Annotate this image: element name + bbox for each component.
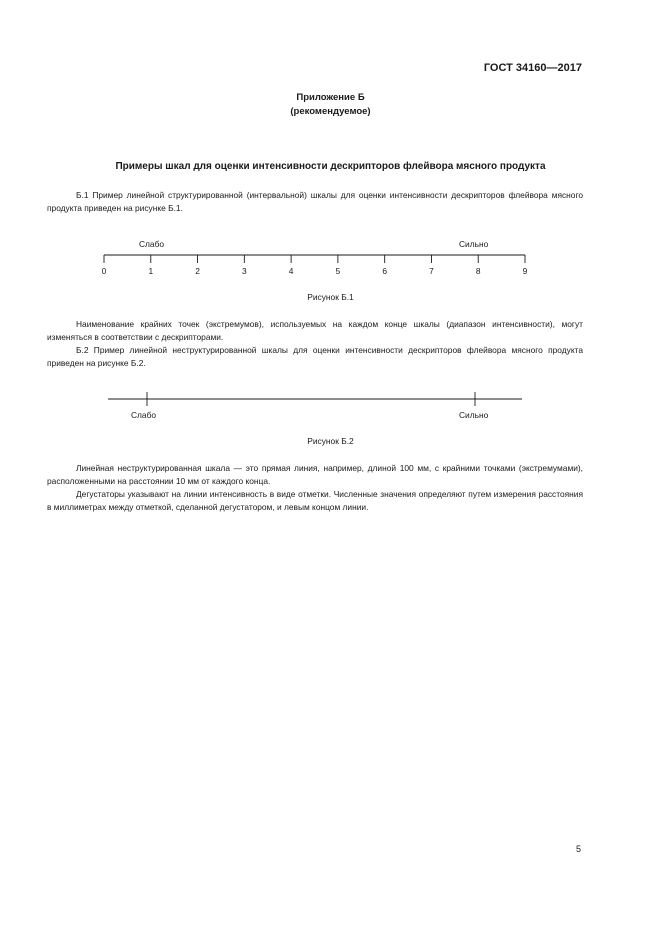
scale-tick-label: 5 <box>335 266 341 276</box>
figure-b1-scale <box>0 232 661 282</box>
appendix-status: (рекомендуемое) <box>290 106 371 117</box>
scale-tick-label: 2 <box>195 266 200 276</box>
scale-label-low: Слабо <box>139 239 165 249</box>
scale-tick-label: 7 <box>429 266 434 276</box>
paragraph-b2: Б.2 Пример линейной неструктурированной шкалы для оценки интенсивности дескрипторов флейвора мясного продукта приведен на рисунке Б.2. <box>47 345 583 368</box>
figure-b2-caption: Рисунок Б.2 <box>307 436 354 446</box>
paragraph-b1-text: Б.1 Пример линейной структурированной (интервальной) шкалы для оценки интенсивности дескрипторов флейвора мясного продукта приведен на рисунке Б.1. <box>47 190 583 213</box>
scale-label-low: Слабо <box>131 410 157 420</box>
figure-b1-caption: Рисунок Б.1 <box>307 292 354 302</box>
paragraph-tasters: Дегустаторы указывают на линии интенсивность в виде отметки. Численные значения определяют путем измерения расстояния в миллиметрах между отметкой, сделанной дегустатором, и левым концом линии. <box>47 489 583 512</box>
paragraph-endpoints: Наименование крайних точек (экстремумов), используемых на каждом конце шкалы (диапазон интенсивности), могут изменяться в соответствии с дескрипторами. <box>47 319 583 342</box>
figure-b2-scale <box>0 388 661 424</box>
appendix-title: Приложение Б <box>296 92 365 103</box>
scale-tick-label: 4 <box>288 266 294 276</box>
scale-label-high: Сильно <box>459 239 489 249</box>
scale-tick-label: 9 <box>522 266 528 276</box>
scale-tick-label: 0 <box>101 266 107 276</box>
paragraph-group-3 <box>47 462 583 514</box>
scale-tick-label: 3 <box>241 266 247 276</box>
scale-tick-label: 8 <box>475 266 481 276</box>
paragraph-linear-scale: Линейная неструктурированная шкала — это прямая линия, например, длиной 100 мм, с крайними точками (экстремумами), расположенными на расстоянии 10 мм от каждого конца. <box>47 463 583 486</box>
scale-label-high: Сильно <box>459 410 489 420</box>
scale-tick-label: 6 <box>382 266 388 276</box>
paragraph-group-2 <box>47 318 583 370</box>
page-number: 5 <box>575 844 581 854</box>
section-title: Примеры шкал для оценки интенсивности дескрипторов флейвора мясного продукта <box>115 161 546 172</box>
standard-number: ГОСТ 34160—2017 <box>483 62 582 74</box>
scale-tick-label: 1 <box>148 266 154 276</box>
paragraph-b1 <box>47 189 583 215</box>
